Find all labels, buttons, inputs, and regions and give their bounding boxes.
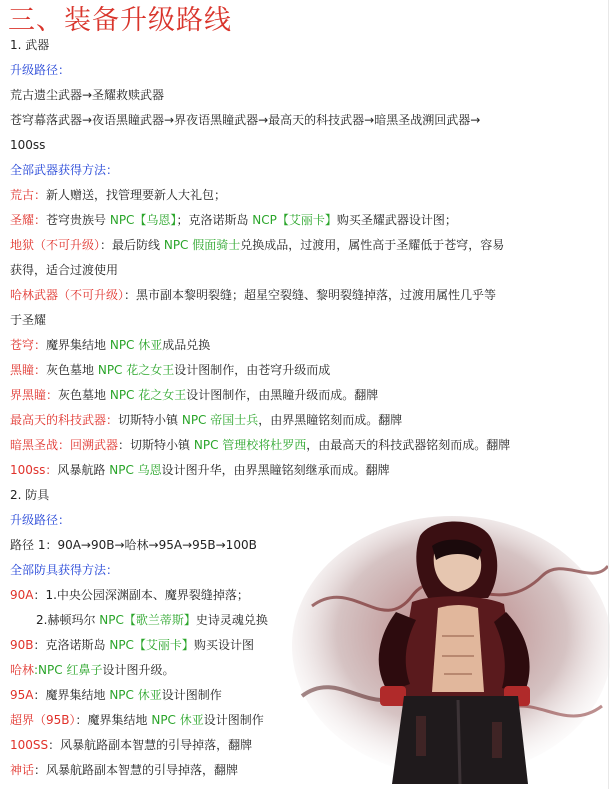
weapon-halin-cont: 于圣耀 xyxy=(10,313,47,327)
weapon-heitong: 黑瞳：灰色墓地 NPC 花之女王设计图制作，由苍穹升级而成 xyxy=(10,363,331,377)
weapon-methods-label: 全部武器获得方法： xyxy=(10,163,119,177)
armor-100ss: 100SS：风暴航路副本智慧的引导掉落，翻牌 xyxy=(10,738,253,752)
weapon-diyu-cont: 获得，适合过渡使用 xyxy=(10,263,119,277)
weapon-path-2-cont: 100ss xyxy=(10,138,46,152)
armor-path-label: 升级路径： xyxy=(10,513,71,527)
weapon-100ss: 100ss：风暴航路 NPC 乌恩设计图升华，由界黑瞳铭刻继承而成。翻牌 xyxy=(10,463,390,477)
weapon-cangqiong: 苍穹：魔界集结地 NPC 休亚成品兑换 xyxy=(10,338,211,352)
armor-shenhua: 神话：风暴航路副本智慧的引导掉落，翻牌 xyxy=(10,763,239,777)
weapon-shengyao: 圣耀：苍穹贵族号 NPC【乌恩】；克洛诺斯岛 NCP【艾丽卡】购买圣耀武器设计图； xyxy=(10,213,457,227)
armor-95a: 95A：魔界集结地 NPC 休亚设计图制作 xyxy=(10,688,222,702)
armor-chaojie: 超界（95B）：魔界集结地 NPC 休亚设计图制作 xyxy=(10,713,264,727)
armor-methods-label: 全部防具获得方法： xyxy=(10,563,119,577)
armor-path-1: 路径 1：90A→90B→哈林→95A→95B→100B xyxy=(10,538,257,552)
armor-90b: 90B：克洛诺斯岛 NPC【艾丽卡】购买设计图 xyxy=(10,638,254,652)
page-edge xyxy=(608,0,609,789)
armor-heading: 2. 防具 xyxy=(10,488,50,502)
armor-90a-2: 2.赫顿玛尔 NPC【歌兰蒂斯】史诗灵魂兑换 xyxy=(36,613,268,627)
section-title: 三、装备升级路线 xyxy=(8,5,232,36)
weapon-zuigaotian: 最高天的科技武器：切斯特小镇 NPC 帝国士兵，由界黑瞳铭刻而成。翻牌 xyxy=(10,413,403,427)
weapon-path-1: 荒古遗尘武器→圣耀救赎武器 xyxy=(10,88,165,102)
weapon-jieheitong: 界黑瞳：灰色墓地 NPC 花之女王设计图制作，由黑瞳升级而成。翻牌 xyxy=(10,388,379,402)
armor-halin: 哈林:NPC 红鼻子设计图升级。 xyxy=(10,663,175,677)
weapon-halin: 哈林武器（不可升级）：黑市副本黎明裂缝；超星空裂缝、黎明裂缝掉落，过渡用属性几乎等 xyxy=(10,288,497,302)
weapon-anhei: 暗黑圣战：回溯武器：切斯特小镇 NPC 管理校将杜罗西，由最高天的科技武器铭刻而成。翻牌 xyxy=(10,438,511,452)
weapon-path-2: 苍穹幕落武器→夜语黑瞳武器→界夜语黑瞳武器→最高天的科技武器→暗黑圣战溯回武器→ xyxy=(10,113,481,127)
weapon-huanggu: 荒古：新人赠送，找管理要新人大礼包； xyxy=(10,188,227,202)
weapon-path-label: 升级路径： xyxy=(10,63,71,77)
character-illustration xyxy=(292,516,610,786)
armor-90a: 90A：1.中央公园深渊副本、魔界裂缝掉落； xyxy=(10,588,249,602)
weapon-diyu: 地狱（不可升级）：最后防线 NPC 假面骑士兑换成品，过渡用，属性高于圣耀低于苍穹，容易 xyxy=(10,238,505,252)
weapon-heading: 1. 武器 xyxy=(10,38,50,52)
